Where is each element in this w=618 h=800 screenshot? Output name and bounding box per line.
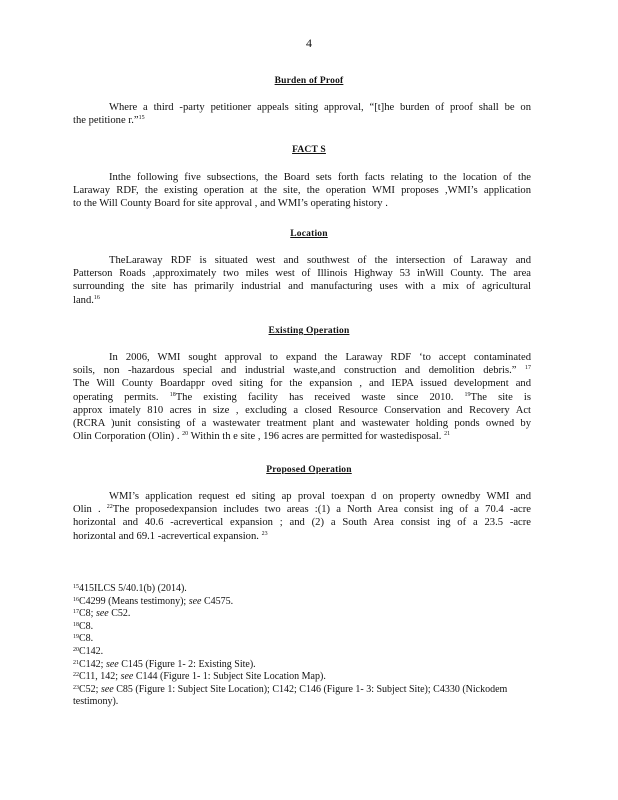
proposed-line-2 xyxy=(73,503,531,516)
facts-line-3: to the Will County Board for site approval , and WMI’s operating history . xyxy=(73,198,388,210)
burden-line-2 xyxy=(73,114,531,127)
heading-burden-of-proof xyxy=(0,76,618,86)
paragraph-burden xyxy=(73,101,531,127)
proposed-line-1: WMI’s application request ed siting ap proval toexpan d on property ownedby WMI and xyxy=(109,491,531,502)
paragraph-location xyxy=(73,254,531,307)
heading-proposed-text: Proposed Operation xyxy=(266,465,352,475)
footnote-20 xyxy=(73,646,533,659)
footnote-number: 23 xyxy=(73,684,79,691)
proposed-line-2a: Olin . xyxy=(73,504,101,516)
footnote-number: 15 xyxy=(73,584,79,590)
existing-line-3: The Will County Boardappr oved siting for the expansion , and IEPA issued development and xyxy=(73,378,531,390)
heading-existing-operation xyxy=(0,326,618,336)
existing-line-7 xyxy=(73,430,531,443)
footnotes xyxy=(73,583,533,709)
location-line-3: surrounding the site has primarily industrial and manufacturing uses with a mix of agricultural xyxy=(73,281,531,293)
footnote-text: C4575. xyxy=(204,595,234,607)
existing-line-7b: Within th e site , 196 acres are permitted for wastedisposal. xyxy=(190,431,442,443)
footnote-number: 19 xyxy=(73,634,79,641)
footnote-number: 18 xyxy=(73,621,79,628)
footnote-ref-21[interactable]: 21 xyxy=(444,431,451,438)
footnote-16 xyxy=(73,596,533,609)
footnote-text: C145 (Figure 1- 2: Existing Site). xyxy=(121,658,256,670)
footnote-signal-see: see xyxy=(100,683,114,695)
footnote-ref-17[interactable]: 17 xyxy=(525,365,531,372)
footnote-text: 415ILCS 5/40.1(b) (2014). xyxy=(79,583,187,594)
footnote-22 xyxy=(73,671,533,684)
footnote-text: C52. xyxy=(111,608,131,620)
footnote-19 xyxy=(73,633,533,646)
existing-line-2-text: soils, non -hazardous special and industrial waste,and construction and demolition debris.” xyxy=(73,365,517,377)
footnote-text: C144 (Figure 1- 1: Subject Site Location Map). xyxy=(135,671,326,683)
footnote-text: C85 (Figure 1: Subject Site Location); C142; C146 (Figure 1- 3: Subject Site); C4330 (Nickodem testimony). xyxy=(73,683,508,708)
footnote-ref-20[interactable]: 20 xyxy=(182,431,189,438)
heading-existing-text: Existing Operation xyxy=(268,326,350,336)
paragraph-existing xyxy=(73,351,531,443)
footnote-text: C8. xyxy=(79,620,94,632)
burden-line-2-text: the petitione r.” xyxy=(73,115,139,127)
footnote-number: 16 xyxy=(73,596,79,603)
footnote-number: 22 xyxy=(73,672,79,679)
footnote-text: C52; xyxy=(79,683,99,695)
heading-proposed-operation xyxy=(0,465,618,475)
page-number: 4 xyxy=(306,36,312,50)
footnote-signal-see: see xyxy=(105,658,119,670)
existing-line-5: approx imately 810 acres in size , excluding a closed Resource Conservation and Recovery Act xyxy=(73,404,531,416)
burden-line-1: Where a third -party petitioner appeals siting approval, “[t]he burden of proof shall be on xyxy=(109,102,531,113)
footnote-text: C8; xyxy=(79,608,94,620)
heading-burden-text: Burden of Proof xyxy=(274,76,344,86)
existing-line-6: (RCRA )unit consisting of a wastewater treatment plant and wastewater holding ponds owned by xyxy=(73,418,531,430)
footnote-text: C11, 142; xyxy=(79,671,119,683)
footnote-ref-15[interactable]: 15 xyxy=(138,115,145,122)
footnote-signal-see: see xyxy=(120,671,134,683)
proposed-line-2b: The proposedexpansion includes two areas :(1) a North Area consist ing of a 70.4 -acre xyxy=(112,504,531,516)
facts-line-2: Laraway RDF, the existing operation at the site, the operation WMI proposes ,WMI’s application xyxy=(73,185,531,197)
heading-facts-text: FACT S xyxy=(292,145,326,155)
heading-location xyxy=(0,229,618,239)
proposed-line-3: horizontal and 40.6 -acrevertical expansion ; and (2) a South Area consist ing of a 23.5 -acre xyxy=(73,517,531,529)
footnote-ref-23[interactable]: 23 xyxy=(261,530,268,537)
footnote-number: 21 xyxy=(73,659,79,666)
location-line-1: TheLaraway RDF is situated west and southwest of the intersection of Laraway and xyxy=(109,255,531,266)
footnote-ref-22[interactable]: 22 xyxy=(106,504,113,511)
proposed-line-4 xyxy=(73,530,531,543)
heading-location-text: Location xyxy=(290,229,328,239)
footnote-ref-16[interactable]: 16 xyxy=(93,294,100,301)
footnote-21 xyxy=(73,659,533,672)
existing-line-4a: operating permits. xyxy=(73,391,159,403)
footnote-15 xyxy=(73,583,533,596)
footnote-number: 20 xyxy=(73,646,79,653)
footnote-ref-19[interactable]: 19 xyxy=(464,391,471,398)
paragraph-facts xyxy=(73,171,531,211)
footnote-text: C142; xyxy=(79,658,104,670)
footnote-23 xyxy=(73,684,533,709)
heading-facts xyxy=(0,145,618,155)
facts-line-1: Inthe following five subsections, the Board sets forth facts relating to the location of the xyxy=(109,172,531,183)
existing-line-4 xyxy=(73,391,531,404)
existing-line-1: In 2006, WMI sought approval to expand the Laraway RDF ‘to accept contaminated xyxy=(109,352,531,363)
footnote-ref-18[interactable]: 18 xyxy=(169,391,176,398)
footnote-text: C4299 (Means testimony); xyxy=(79,595,187,607)
footnote-17 xyxy=(73,608,533,621)
footnote-number: 17 xyxy=(73,609,79,616)
existing-line-2 xyxy=(73,364,531,377)
footnote-18 xyxy=(73,621,533,634)
location-line-2: Patterson Roads ,approximately two miles west of Illinois Highway 53 inWill County. The area xyxy=(73,268,531,280)
existing-line-4b: The existing facility has received waste since 2010. xyxy=(175,391,454,403)
footnote-signal-see: see xyxy=(188,595,202,607)
footnote-text: C8. xyxy=(79,633,94,645)
existing-line-4c: The site is xyxy=(470,391,531,403)
location-line-4 xyxy=(73,294,531,307)
footnote-signal-see: see xyxy=(95,608,109,620)
location-line-4-text: land. xyxy=(73,294,94,306)
footnote-text: C142. xyxy=(79,645,104,657)
proposed-line-4-text: horizontal and 69.1 -acrevertical expansion. xyxy=(73,530,259,542)
existing-line-7a: Olin Corporation (Olin) . xyxy=(73,431,180,443)
paragraph-proposed xyxy=(73,490,531,543)
